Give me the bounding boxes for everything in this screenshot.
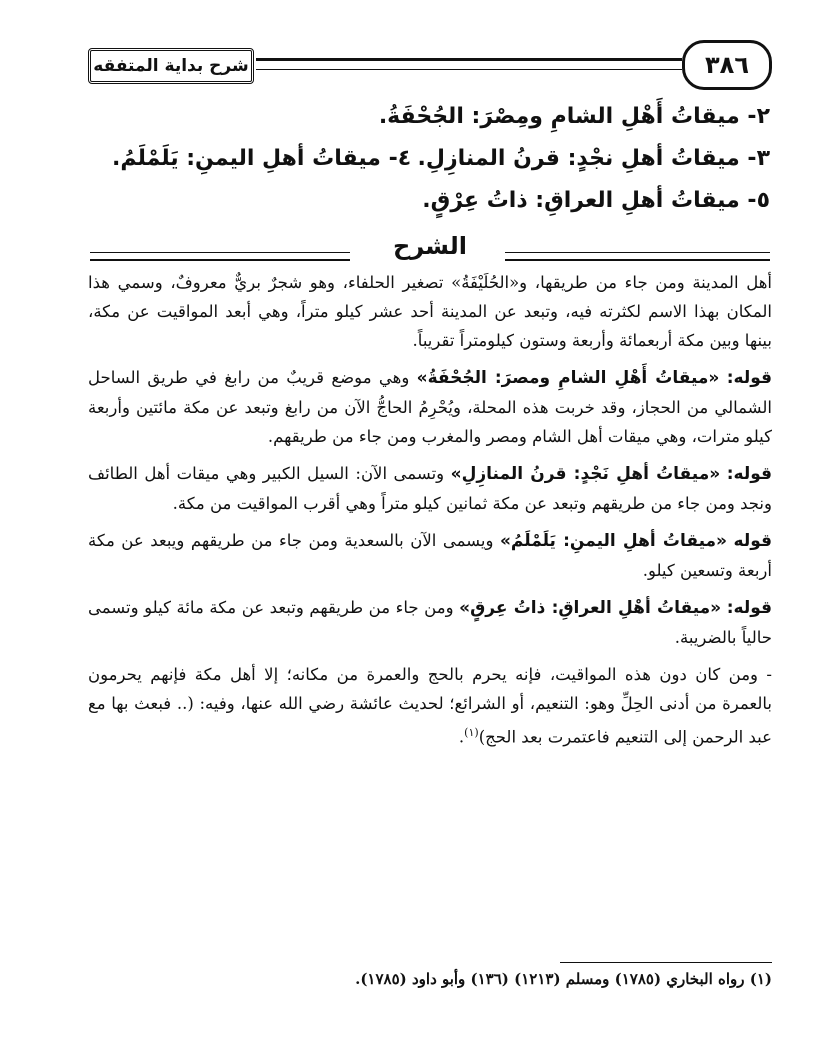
matn-line-4: ٤- ميقاتُ أهلِ اليمنِ: يَلَمْلَمُ.	[112, 146, 412, 171]
paragraph-lead: قوله	[733, 531, 772, 551]
page-header	[88, 40, 772, 90]
commentary-paragraph-5	[88, 593, 772, 652]
quoted-matn: «ميقاتُ أهلِ نَجْدٍ: قرنُ المنازِلِ»	[450, 464, 721, 484]
paragraph-text: ومن جاء من طريقهم وتبعد عن مكة مائة كيلو وتسمى حالياً بالضريبة.	[88, 598, 772, 647]
book-title: شرح بداية المتفقه	[88, 48, 254, 84]
heading-rule-left	[90, 252, 350, 261]
commentary-paragraph-1: أهل المدينة ومن جاء من طريقها، و«الحُلَيْفَةُ» تصغير الحلفاء، وهو شجرٌ بريٌّ معروفٌ، وسمي هذا المكان بهذا الاسم لكثرته فيه، وتبعد عن المدينة أحد عشر كيلو متراً، وهي أبعد المواقيت عن مكة، بينها وبين مكة أربعمائة وأربعة وستون كيلومتراً تقريباً.	[88, 273, 772, 350]
commentary	[88, 268, 772, 760]
matn-line-5: ٥- ميقاتُ أهلِ العراقِ: ذاتُ عِرْقٍ.	[422, 188, 770, 213]
paragraph-lead: قوله:	[726, 464, 773, 484]
paragraph-lead: قوله:	[726, 368, 773, 388]
commentary-paragraph-4	[88, 526, 772, 585]
commentary-paragraph-6	[88, 660, 772, 752]
matn-line-3: ٣- ميقاتُ أهلِ نجْدٍ: قرنُ المنازِلِ.	[417, 146, 770, 171]
paragraph-text: - ومن كان دون هذه المواقيت، فإنه يحرم بالحج والعمرة من مكانه؛ إلا أهل مكة فإنهم يحرمون بالعمرة من أدنى الحِلِّ وهو: التنعيم، أو الشرائع؛ لحديث عائشة رضي الله عنها، وفيه: (.. فبعث بها مع عبد الرحمن إلى التنعيم فاعتمرت بعد الحج)	[88, 665, 772, 747]
paragraph-text: ويسمى الآن بالسعدية ومن جاء من طريقهم ويبعد عن مكة أربعة وتسعين كيلو.	[88, 531, 772, 580]
section-title: الشرح	[393, 232, 467, 260]
heading-rule-right	[505, 252, 770, 261]
quoted-matn: «ميقاتُ أهلِ اليمنِ: يَلَمْلَمُ»	[499, 531, 728, 551]
paragraph-text: وهي موضع قريبٌ من رابغ في طريق الساحل الشمالي من الحجاز، وقد خربت هذه المحلة، ويُحْرِمُ الحاجُّ الآن من رابغ وتبعد عن مكة مائتين وأربعة كيلو مترات، وهي ميقات أهل الشام ومصر والمغرب ومن جاء من طريقهم.	[88, 368, 772, 446]
paragraph-text: وتسمى الآن: السيل الكبير وهي ميقات أهل الطائف ونجد ومن جاء من طريقهم وتبعد عن مكة ثمانين كيلو متراً وهي أقرب المواقيت من مكة.	[88, 464, 772, 513]
quoted-matn: «ميقاتُ أَهْلِ الشامِ ومصرَ: الجُحْفَةُ»	[416, 368, 720, 388]
footnote-reference: (١)	[464, 726, 479, 739]
footnote-rule	[560, 962, 772, 963]
section-heading	[90, 234, 770, 270]
paragraph-end: .	[458, 727, 465, 747]
paragraph-lead: قوله:	[726, 598, 773, 618]
matn-line-2: ٢- ميقاتُ أَهْلِ الشامِ ومِصْرَ: الجُحْفَةُ.	[378, 104, 770, 129]
commentary-paragraph-3	[88, 459, 772, 518]
page-number: ٣٨٦	[682, 40, 772, 90]
quoted-matn: «ميقاتُ أهْلِ العراقِ: ذاتُ عِرقٍ»	[459, 598, 722, 618]
commentary-paragraph-2	[88, 363, 772, 451]
footnote: (١) رواه البخاري (١٧٨٥) ومسلم (١٢١٣) (١٣٦) وأبو داود (١٧٨٥).	[355, 970, 772, 988]
header-rule	[256, 58, 682, 70]
